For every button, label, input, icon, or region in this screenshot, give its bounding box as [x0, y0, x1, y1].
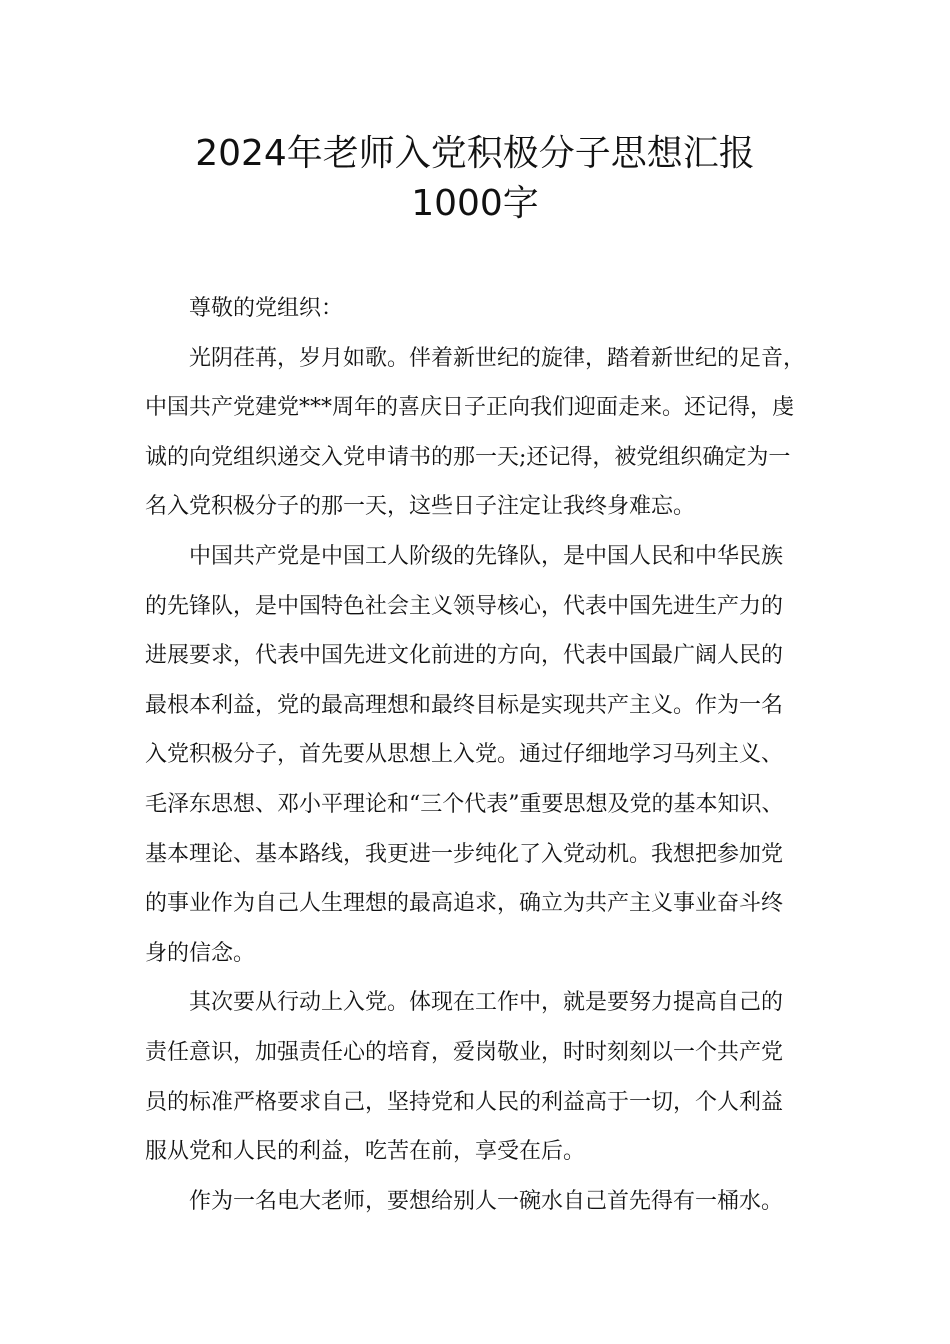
paragraph-line: 光阴荏苒，岁月如歌。伴着新世纪的旋律，踏着新世纪的足音， — [189, 345, 806, 371]
paragraph-line: 中国共产党是中国工人阶级的先锋队，是中国人民和中华民族 — [189, 543, 784, 569]
paragraph-line: 入党积极分子，首先要从思想上入党。通过仔细地学习马列主义、 — [145, 742, 784, 768]
paragraph-line: 作为一名电大老师，要想给别人一碗水自己首先得有一桶水。 — [189, 1188, 784, 1214]
paragraph-1 — [145, 334, 805, 532]
paragraph-line: 的先锋队，是中国特色社会主义领导核心，代表中国先进生产力的 — [145, 593, 784, 619]
paragraph-line: 身的信念。 — [145, 940, 256, 966]
paragraph-line: 服从党和人民的利益，吃苦在前，享受在后。 — [145, 1139, 586, 1165]
paragraph-line: 毛泽东思想、邓小平理论和“三个代表”重要思想及党的基本知识、 — [145, 791, 784, 817]
paragraph-line: 员的标准严格要求自己，坚持党和人民的利益高于一切，个人利益 — [145, 1089, 784, 1115]
paragraph-line: 名入党积极分子的那一天，这些日子注定让我终身难忘。 — [145, 494, 696, 520]
paragraph-line: 中国共产党建党***周年的喜庆日子正向我们迎面走来。还记得，虔 — [145, 395, 795, 421]
paragraph-line: 诚的向党组织递交入党申请书的那一天;还记得，被党组织确定为一 — [145, 444, 791, 470]
salutation: 尊敬的党组织： — [189, 296, 344, 321]
paragraph-line: 基本理论、基本路线，我更进一步纯化了入党动机。我想把参加党 — [145, 841, 784, 867]
paragraph-line: 进展要求，代表中国先进文化前进的方向，代表中国最广阔人民的 — [145, 643, 784, 669]
document-title-line-1: 2024年老师入党积极分子思想汇报 — [195, 133, 755, 174]
paragraph-line: 的事业作为自己人生理想的最高追求，确立为共产主义事业奋斗终 — [145, 891, 784, 917]
paragraph-line: 其次要从行动上入党。体现在工作中，就是要努力提高自己的 — [189, 990, 784, 1016]
paragraph-line: 责任意识，加强责任心的培育，爱岗敬业，时时刻刻以一个共产党 — [145, 1039, 784, 1065]
paragraph-4 — [145, 1177, 805, 1227]
paragraph-2 — [145, 532, 805, 978]
document-body — [145, 284, 805, 1226]
paragraph-line: 最根本利益，党的最高理想和最终目标是实现共产主义。作为一名 — [145, 692, 784, 718]
document-title-line-2: 1000字 — [411, 183, 539, 224]
paragraph-3 — [145, 978, 805, 1176]
